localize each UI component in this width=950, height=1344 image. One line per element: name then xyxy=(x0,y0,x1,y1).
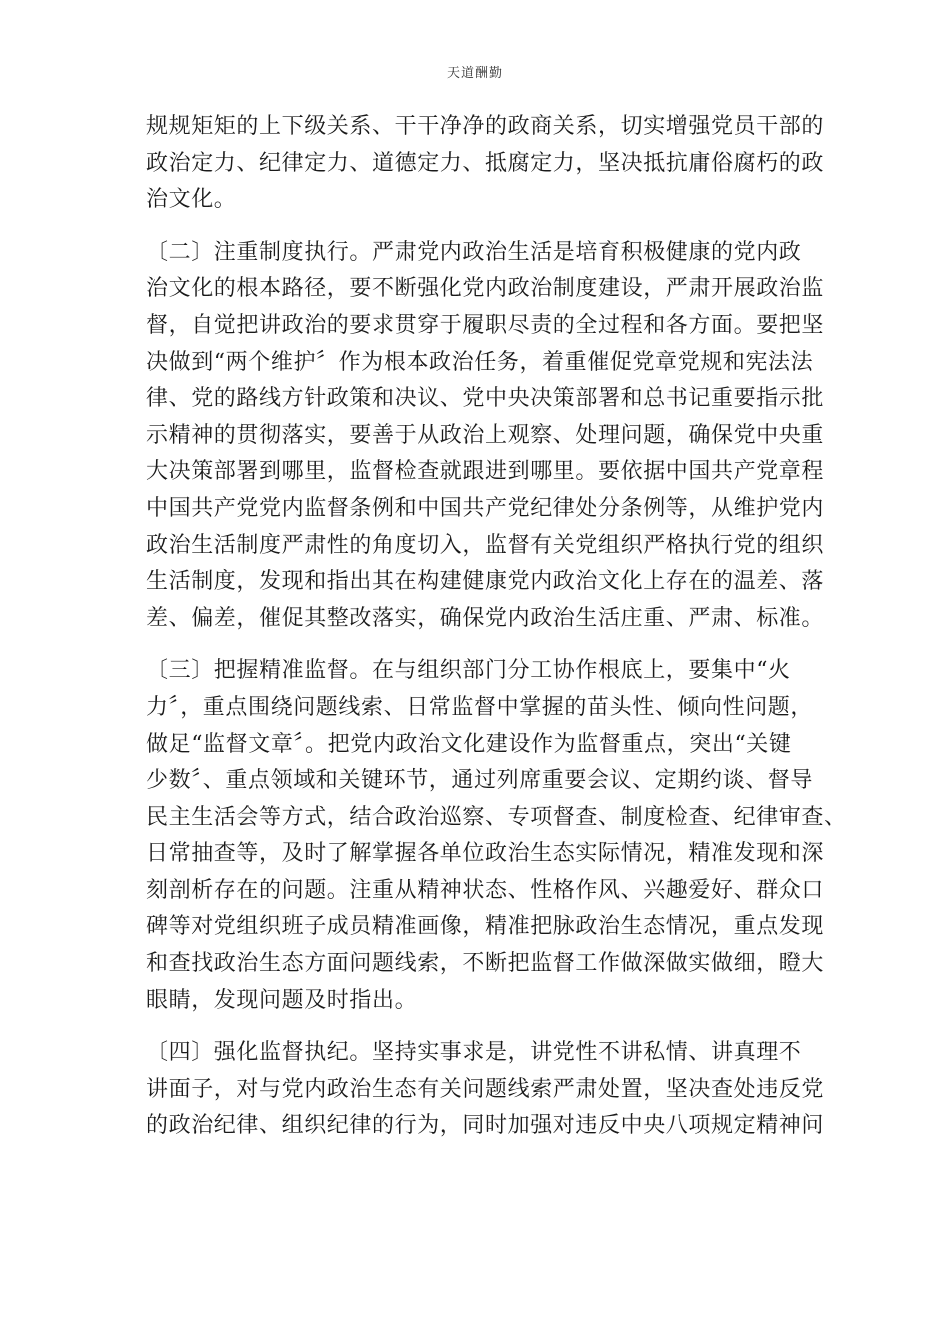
text-line: 差、偏差，催促其整改落实，确保党内政治生活庄重、严肃、标准。 xyxy=(146,605,825,631)
text-line: 律、党的路线方针政策和决议、党中央决策部署和总书记重要指示批 xyxy=(146,386,825,412)
text-line: 〔二〕注重制度执行。严肃党内政治生活是培育积极健康的党内政 xyxy=(146,239,802,265)
text-line: 决做到“两个维护〞作为根本政治任务，着重催促党章党规和宪法法 xyxy=(146,349,814,375)
text-line: 民主生活会等方式，结合政治巡察、专项督查、制度检查、纪律审查、 xyxy=(146,804,847,830)
text-line: 眼睛，发现问题及时指出。 xyxy=(146,987,418,1013)
document-body xyxy=(146,109,847,1145)
page-header: 天道酬勤 xyxy=(446,66,503,81)
text-line: 和查找政治生态方面问题线索，不断把监督工作做深做实做细，瞪大 xyxy=(146,951,825,977)
text-line: 大决策部署到哪里，监督检查就跟进到哪里。要依据中国共产党章程 xyxy=(146,459,825,485)
text-line: 日常抽查等，及时了解掌握各单位政治生态实际情况，精准发现和深 xyxy=(146,841,825,867)
text-line: 的政治纪律、组织纪律的行为，同时加强对违反中央八项规定精神问 xyxy=(146,1113,825,1139)
paragraph xyxy=(146,653,847,1019)
text-line: 生活制度，发现和指出其在构建健康党内政治文化上存在的温差、落 xyxy=(146,569,825,595)
text-line: 规规矩矩的上下级关系、干干净净的政商关系，切实增强党员干部的 xyxy=(146,114,825,139)
paragraph xyxy=(146,1035,825,1145)
text-line: 刻剖析存在的问题。注重从精神状态、性格作风、兴趣爱好、群众口 xyxy=(146,877,825,903)
text-line: 〔四〕强化监督执纪。坚持实事求是，讲党性不讲私情、讲真理不 xyxy=(146,1040,802,1066)
text-line: 讲面子，对与党内政治生态有关问题线索严肃处置，坚决查处违反党 xyxy=(146,1076,825,1102)
text-line: 示精神的贯彻落实，要善于从政治上观察、处理问题，确保党中央重 xyxy=(146,422,825,448)
text-line: 碑等对党组织班子成员精准画像，精准把脉政治生态情况，重点发现 xyxy=(146,914,825,940)
text-line: 中国共产党党内监督条例和中国共产党纪律处分条例等，从维护党内 xyxy=(146,495,825,521)
text-line: 做足“监督文章〞。把党内政治文化建设作为监督重点，突出“关键 xyxy=(146,731,792,757)
text-line: 政治定力、纪律定力、道德定力、抵腐定力，坚决抵抗庸俗腐朽的政 xyxy=(146,150,825,176)
paragraph xyxy=(146,235,825,638)
text-line: 政治生活制度严肃性的角度切入，监督有关党组织严格执行党的组织 xyxy=(146,532,825,558)
paragraph xyxy=(146,109,825,219)
text-line: 少数〞、重点领域和关键环节，通过列席重要会议、定期约谈、督导 xyxy=(146,768,814,794)
text-line: 治文化。 xyxy=(146,187,237,213)
text-line: 力〞，重点围绕问题线索、日常监督中掌握的苗头性、倾向性问题， xyxy=(146,694,814,720)
text-line: 治文化的根本路径，要不断强化党内政治制度建设，严肃开展政治监 xyxy=(146,276,825,302)
text-line: 〔三〕把握精准监督。在与组织部门分工协作根底上，要集中“火 xyxy=(146,658,791,684)
text-line: 督，自觉把讲政治的要求贯穿于履职尽责的全过程和各方面。要把坚 xyxy=(146,312,825,338)
